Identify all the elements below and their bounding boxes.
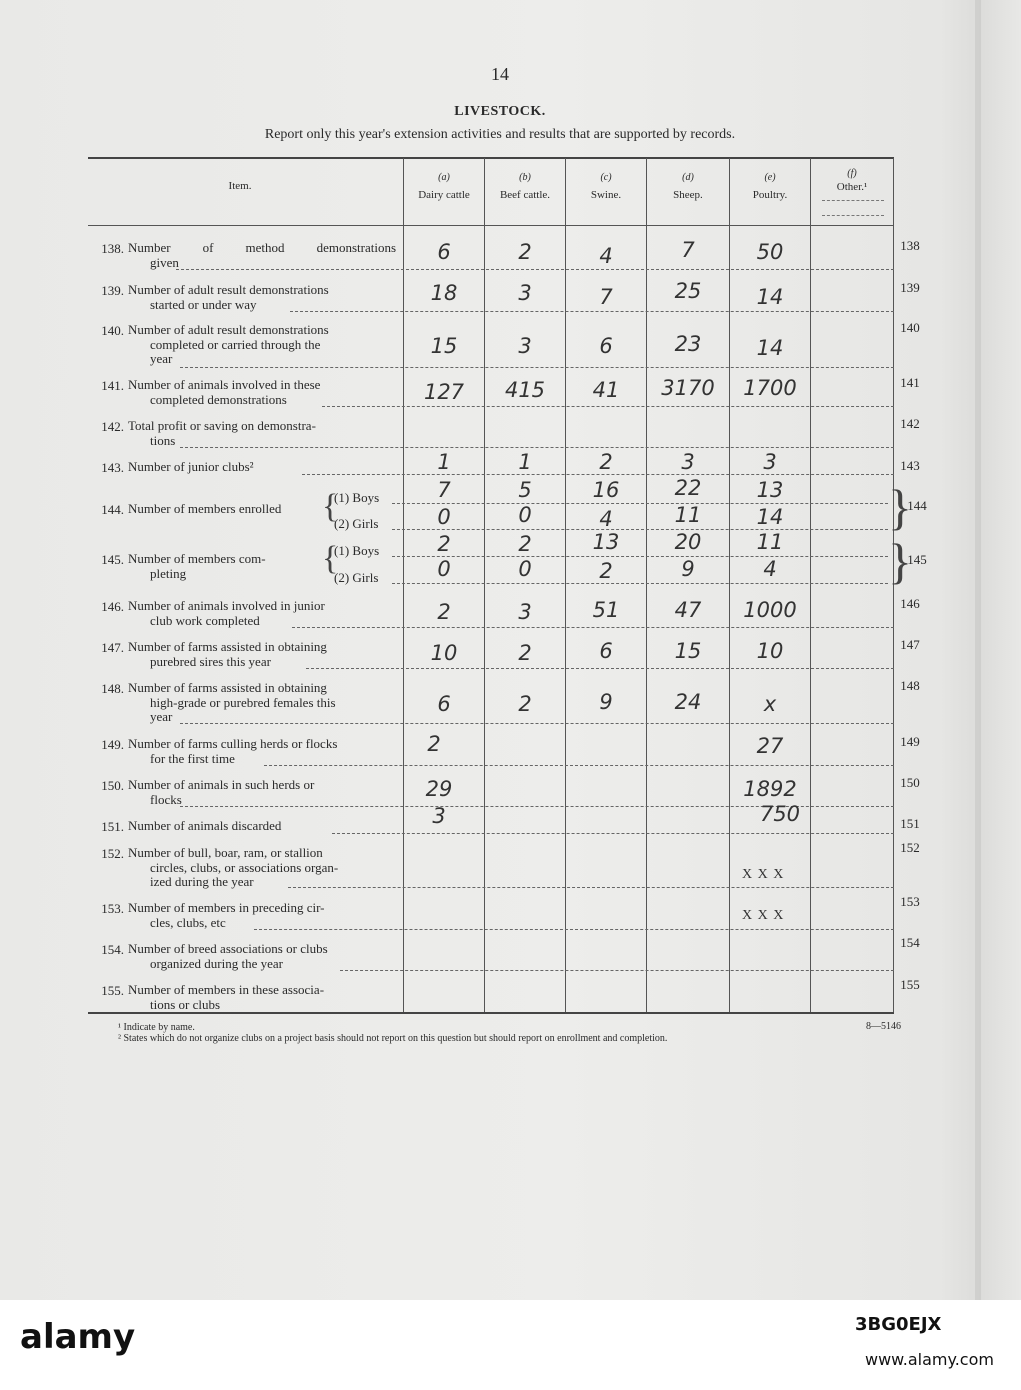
sub-label-girls: (2) Girls — [334, 516, 379, 531]
brand-logo: alamy — [20, 1317, 136, 1357]
row-label: Number of farms assisted in obtaining high-grade or purebred females this year — [128, 680, 336, 724]
row-number-right: 150 — [900, 775, 920, 790]
column-letter: (e) — [764, 172, 776, 183]
row-rule — [180, 447, 894, 448]
swine-value: 9 — [599, 690, 613, 714]
column-name: Poultry. — [752, 189, 788, 201]
page-number: 14 — [491, 64, 509, 84]
sheep-value: 3 — [681, 450, 695, 474]
row-rule — [290, 311, 894, 312]
row-number-right: 143 — [900, 458, 920, 473]
row-label: Number of members in these associa- tions or clubs — [128, 982, 325, 1012]
swine-girls-value: 2 — [599, 559, 613, 583]
beef-value: 415 — [504, 378, 546, 402]
column-name: Sheep. — [673, 189, 703, 201]
row-number: 151. — [101, 819, 124, 834]
poultry-value: 1892 — [743, 777, 797, 801]
row-number: 147. — [101, 640, 124, 655]
image-id: 3BG0EJX — [855, 1314, 942, 1335]
row-number: 149. — [101, 737, 124, 752]
row-label: Number of breed associations or clubs organized during the year — [128, 941, 328, 971]
row-number-right: 148 — [900, 678, 920, 693]
row-number-right: 140 — [900, 320, 920, 335]
dairy-girls-value: 0 — [437, 557, 451, 581]
row-rule — [392, 503, 888, 504]
row-rule — [288, 887, 894, 888]
row-number-right: 149 — [900, 734, 920, 749]
row-number-right: 153 — [900, 894, 920, 909]
poultry-value: 750 — [759, 802, 801, 826]
beef-boys-value: 2 — [518, 532, 532, 556]
row-number-right: 151 — [900, 816, 920, 831]
item-column-header: Item. — [228, 180, 252, 192]
dairy-boys-value: 2 — [437, 532, 451, 556]
row-rule — [254, 929, 894, 930]
sheep-value: 25 — [674, 279, 702, 303]
dairy-boys-value: 7 — [437, 478, 451, 502]
sheep-value: 7 — [681, 238, 695, 262]
swine-boys-value: 16 — [592, 478, 620, 502]
swine-value: 6 — [599, 639, 613, 663]
row-number-right: 152 — [900, 840, 920, 855]
column-letter: (d) — [682, 172, 694, 183]
poultry-value: 1700 — [743, 376, 797, 400]
swine-value: 41 — [592, 378, 620, 402]
poultry-value: 14 — [756, 285, 784, 309]
beef-value: 3 — [518, 600, 532, 624]
swine-value: 7 — [599, 285, 613, 309]
row-rule — [180, 367, 894, 368]
row-label: Number of junior clubs² — [128, 459, 254, 474]
dairy-value: 10 — [430, 641, 458, 665]
beef-value: 2 — [518, 641, 532, 665]
other-write-line — [822, 200, 884, 201]
row-rule — [332, 833, 894, 834]
other-write-line — [822, 215, 884, 216]
dairy-value: 127 — [423, 380, 465, 404]
sheep-boys-value: 22 — [674, 476, 702, 500]
row-label: Number of members enrolled — [128, 501, 282, 516]
row-number-right: 155 — [900, 977, 920, 992]
brace: { — [322, 488, 339, 525]
row-label: Number of farms culling herds or flocks for the first time — [128, 736, 338, 766]
row-rule — [392, 583, 888, 584]
row-number: 145. — [101, 552, 124, 567]
row-number: 153. — [101, 901, 124, 916]
dairy-value: 18 — [430, 281, 458, 305]
poultry-value: x — [763, 692, 777, 716]
column-name: Beef cattle. — [499, 189, 551, 201]
section-title: LIVESTOCK. — [454, 104, 546, 119]
instruction-text: Report only this year's extension activities and results that are supported by records. — [264, 127, 736, 142]
poultry-value: 50 — [756, 240, 784, 264]
row-rule — [306, 668, 894, 669]
row-number-right: 144 — [907, 498, 927, 513]
column-name: Dairy cattle — [418, 189, 470, 201]
row-number: 150. — [101, 778, 124, 793]
column-letter: (b) — [519, 172, 531, 183]
beef-girls-value: 0 — [518, 557, 532, 581]
dairy-girls-value: 0 — [437, 505, 451, 529]
poultry-girls-value: 14 — [756, 505, 784, 529]
dairy-value: 29 — [425, 777, 453, 801]
row-label: Number of animals in such herds or flocks — [128, 777, 315, 807]
row-number-right: 138 — [900, 238, 920, 253]
row-label: Number of members in preceding cir- cles, clubs, etc — [128, 900, 325, 930]
sheep-value: 3170 — [661, 376, 715, 400]
row-number-right: 141 — [900, 375, 920, 390]
sheep-value: 24 — [674, 690, 702, 714]
column-name: Swine. — [590, 189, 622, 201]
row-number: 144. — [101, 502, 124, 517]
row-rule — [180, 723, 894, 724]
sheep-value: 23 — [674, 332, 702, 356]
table-bottom-rule — [88, 1012, 894, 1014]
row-number: 142. — [101, 419, 124, 434]
site-url: www.alamy.com — [865, 1350, 994, 1369]
row-label: Number of animals involved in these completed demonstrations — [128, 377, 321, 407]
dairy-value: 1 — [437, 450, 451, 474]
beef-value: 1 — [518, 450, 532, 474]
row-rule — [292, 627, 894, 628]
row-rule — [264, 765, 894, 766]
row-number-right: 142 — [900, 416, 920, 431]
poultry-value: 27 — [756, 734, 784, 758]
poultry-boys-value: 13 — [756, 478, 784, 502]
column-letter: (a) — [438, 172, 450, 183]
sheep-girls-value: 11 — [674, 503, 702, 527]
swine-value: 4 — [599, 244, 613, 268]
row-number: 146. — [101, 599, 124, 614]
form-code: 8—5146 — [866, 1021, 901, 1032]
row-number: 139. — [101, 283, 124, 298]
dairy-value: 15 — [430, 334, 458, 358]
row-number: 155. — [101, 983, 124, 998]
header-bottom-rule — [88, 225, 894, 226]
row-number-right: 154 — [900, 935, 920, 950]
row-number-right: 139 — [900, 280, 920, 295]
sheep-boys-value: 20 — [674, 530, 702, 554]
row-label: Number of adult result demonstrations started or under way — [128, 282, 329, 312]
table-top-rule — [88, 157, 894, 159]
sheep-girls-value: 9 — [681, 557, 695, 581]
brace-right: } — [888, 533, 912, 589]
row-label: Number of animals involved in junior club work completed — [128, 598, 325, 628]
dairy-value: 2 — [437, 600, 451, 624]
poultry-value: 14 — [756, 336, 784, 360]
swine-value: 51 — [592, 598, 620, 622]
row-number: 152. — [101, 846, 124, 861]
dairy-value: 2 — [427, 732, 441, 756]
row-number: 138. — [101, 241, 124, 256]
row-number-right: 146 — [900, 596, 920, 611]
row-label: Number of members com- pleting — [128, 551, 266, 581]
beef-value: 2 — [518, 240, 532, 264]
row-label: Number of animals discarded — [128, 818, 282, 833]
row-number-right: 145 — [907, 552, 927, 567]
row-rule — [322, 406, 894, 407]
swine-value: 6 — [599, 334, 613, 358]
sub-label-girls: (2) Girls — [334, 570, 379, 585]
beef-value: 3 — [518, 281, 532, 305]
sub-label-boys: (1) Boys — [334, 543, 380, 558]
row-label: Number of adult result demonstrations completed or carried through the year — [128, 322, 329, 366]
dairy-value: 6 — [437, 692, 451, 716]
footnote-2: ² States which do not organize clubs on a project basis should not report on this question but should report on enrollment and completion. — [118, 1033, 668, 1044]
page-fold-shadow — [975, 0, 981, 1300]
sub-label-boys: (1) Boys — [334, 490, 380, 505]
sheep-value: 47 — [674, 598, 702, 622]
swine-boys-value: 13 — [592, 530, 620, 554]
beef-boys-value: 5 — [518, 478, 532, 502]
row-label: Number of bull, boar, ram, or stallion circles, clubs, or associations organ- ized during the year — [128, 845, 339, 889]
column-divider — [810, 158, 811, 1012]
dairy-value: 6 — [437, 240, 451, 264]
dairy-value: 3 — [432, 804, 446, 828]
brace: { — [322, 540, 339, 577]
row-label: Number of method demonstrations given — [128, 240, 396, 270]
row-label: Total profit or saving on demonstra- tions — [128, 418, 316, 448]
row-rule — [302, 474, 894, 475]
poultry-value: 10 — [756, 639, 784, 663]
sheep-value: 15 — [674, 639, 702, 663]
poultry-value: 1000 — [743, 598, 797, 622]
poultry-girls-value: 4 — [763, 557, 777, 581]
poultry-value: X X X — [742, 867, 785, 882]
poultry-value: X X X — [742, 908, 785, 923]
row-number: 154. — [101, 942, 124, 957]
swine-girls-value: 4 — [599, 507, 613, 531]
beef-value: 2 — [518, 692, 532, 716]
beef-girls-value: 0 — [518, 503, 532, 527]
column-letter: (c) — [600, 172, 612, 183]
beef-value: 3 — [518, 334, 532, 358]
row-rule — [340, 970, 894, 971]
row-label: Number of farms assisted in obtaining purebred sires this year — [128, 639, 327, 669]
swine-value: 2 — [599, 450, 613, 474]
row-number: 148. — [101, 681, 124, 696]
footnote-1: ¹ Indicate by name. — [118, 1022, 195, 1033]
column-letter: (f) — [847, 168, 857, 179]
poultry-boys-value: 11 — [756, 530, 784, 554]
row-rule — [176, 269, 894, 270]
row-number-right: 147 — [900, 637, 920, 652]
row-number: 143. — [101, 460, 124, 475]
poultry-value: 3 — [763, 450, 777, 474]
brace-right: } — [888, 479, 912, 535]
row-number: 141. — [101, 378, 124, 393]
column-name: Other.¹ — [836, 181, 868, 193]
row-number: 140. — [101, 323, 124, 338]
